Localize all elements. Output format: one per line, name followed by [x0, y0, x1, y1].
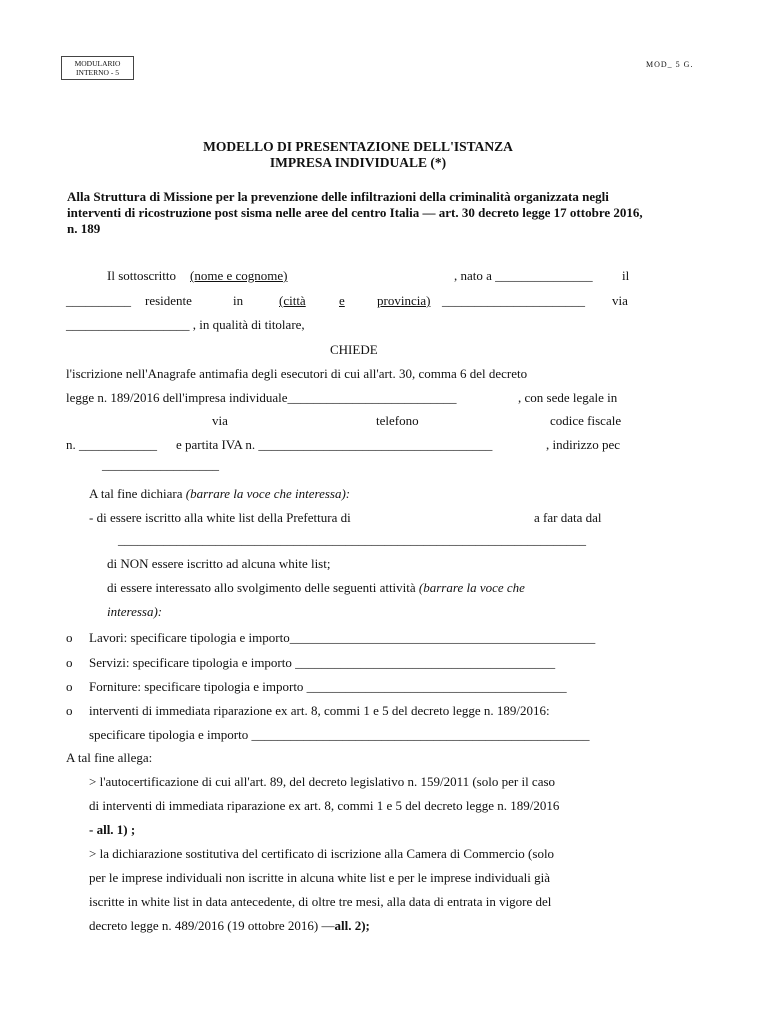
street-label: via	[612, 293, 628, 308]
attachment1-line3: - all. 1) ;	[89, 822, 136, 837]
activity-bullet: o	[66, 630, 73, 645]
declaration-intro-text: A tal fine dichiara	[89, 486, 183, 501]
request-line1: l'iscrizione nell'Anagrafe antimafia degli esecutori di cui all'art. 30, comma 6 del decreto	[66, 366, 528, 381]
phone-label: telefono	[376, 413, 419, 428]
interested-note: (barrare la voce che	[418, 580, 525, 595]
pec-label: , indirizzo pec	[546, 437, 620, 452]
request-heading: CHIEDE	[330, 342, 378, 357]
attachment2-line3: iscritte in white list in data antecedente, di oltre tre mesi, alla data di entrata in vigore del	[89, 894, 552, 909]
declaration-intro	[89, 486, 350, 502]
pec-field: __________________	[102, 457, 219, 472]
interested-option	[107, 580, 525, 596]
title-holder-line: ___________________ , in qualità di titolare,	[66, 317, 305, 332]
activity-bullet: o	[66, 679, 73, 694]
title-line1: MODELLO DI PRESENTAZIONE DELL'ISTANZA	[203, 139, 513, 154]
activity-services: Servizi: specificare tipologia e importo ________________________________________	[89, 655, 556, 670]
attachments-intro: A tal fine allega:	[66, 750, 153, 765]
white-list-date-label: a far data dal	[534, 510, 602, 525]
interested-note2: interessa):	[107, 604, 163, 619]
province-label: provincia)	[377, 293, 431, 308]
office-street-label: via	[212, 413, 228, 428]
activity-repairs-cont: specificare tipologia e importo ____________________________________________________	[89, 727, 590, 742]
declaration-intro-note: (barrare la voce che interessa):	[185, 486, 351, 501]
attachment2-line2: per le imprese individuali non iscritte in alcuna white list e per le imprese individuali già	[89, 870, 551, 885]
request-line2: legge n. 189/2016 dell'impresa individuale__________________________	[66, 390, 457, 405]
birthdate-field: __________	[66, 293, 131, 308]
activity-bullet: o	[66, 655, 73, 670]
attachment2-line1: > la dichiarazione sostitutiva del certificato di iscrizione alla Camera di Commercio (solo	[89, 846, 555, 861]
name-field-label: (nome e cognome)	[190, 268, 288, 283]
attachment2-line4-text: decreto legge n. 489/2016 (19 ottobre 2016) —	[89, 918, 335, 933]
attachment2-line4	[89, 918, 370, 934]
registered-office-label: , con sede legale in	[518, 390, 618, 405]
tax-code-label: codice fiscale	[550, 413, 622, 428]
birthdate-label: il	[622, 268, 630, 283]
residence-in: in	[233, 293, 244, 308]
form-code-box	[61, 56, 134, 80]
city-and: e	[339, 293, 345, 308]
form-code-line1: MODULARIO	[74, 59, 121, 68]
activity-repairs: interventi di immediata riparazione ex art. 8, commi 1 e 5 del decreto legge n. 189/2016:	[89, 703, 550, 718]
vat-number-field: e partita IVA n. ____________________________________	[176, 437, 493, 452]
attachment1-line3-wrap	[89, 822, 135, 838]
form-code-line2: INTERNO - 5	[76, 68, 119, 77]
number-field: n. ____________	[66, 437, 157, 452]
attachment1-line1: > l'autocertificazione di cui all'art. 89, del decreto legislativo n. 159/2011 (solo per il caso	[89, 774, 556, 789]
model-code: MOD_ 5 G.	[646, 60, 694, 69]
activity-works: Lavori: specificare tipologia e importo_______________________________________________	[89, 630, 596, 645]
white-list-option: - di essere iscritto alla white list della Prefettura di	[89, 510, 351, 525]
activity-supplies: Forniture: specificare tipologia e importo ________________________________________	[89, 679, 567, 694]
interested-text: di essere interessato allo svolgimento delle seguenti attività	[107, 580, 416, 595]
white-list-line: ________________________________________________________________________	[118, 532, 586, 547]
city-field: ______________________	[442, 293, 585, 308]
attachment2-ref: all. 2);	[334, 918, 370, 933]
interested-note-cont	[107, 604, 162, 620]
applicant-label: Il sottoscritto	[107, 268, 176, 283]
addressee-paragraph: Alla Struttura di Missione per la prevenzione delle infiltrazioni della criminalità organizzata negli interventi di ricostruzione post sisma nelle aree del centro Italia — art. 30 decreto legge 17 ottobre 2016, n. 189	[67, 189, 643, 236]
city-label: (città	[279, 293, 306, 308]
title-line2: IMPRESA INDIVIDUALE (*)	[269, 155, 447, 170]
attachment1-line2: di interventi di immediata riparazione ex art. 8, commi 1 e 5 del decreto legge n. 189/2016	[89, 798, 560, 813]
birthplace-field: , nato a _______________	[454, 268, 593, 283]
residence-label: residente	[145, 293, 192, 308]
activity-bullet: o	[66, 703, 73, 718]
not-registered-option: di NON essere iscritto ad alcuna white list;	[107, 556, 331, 571]
